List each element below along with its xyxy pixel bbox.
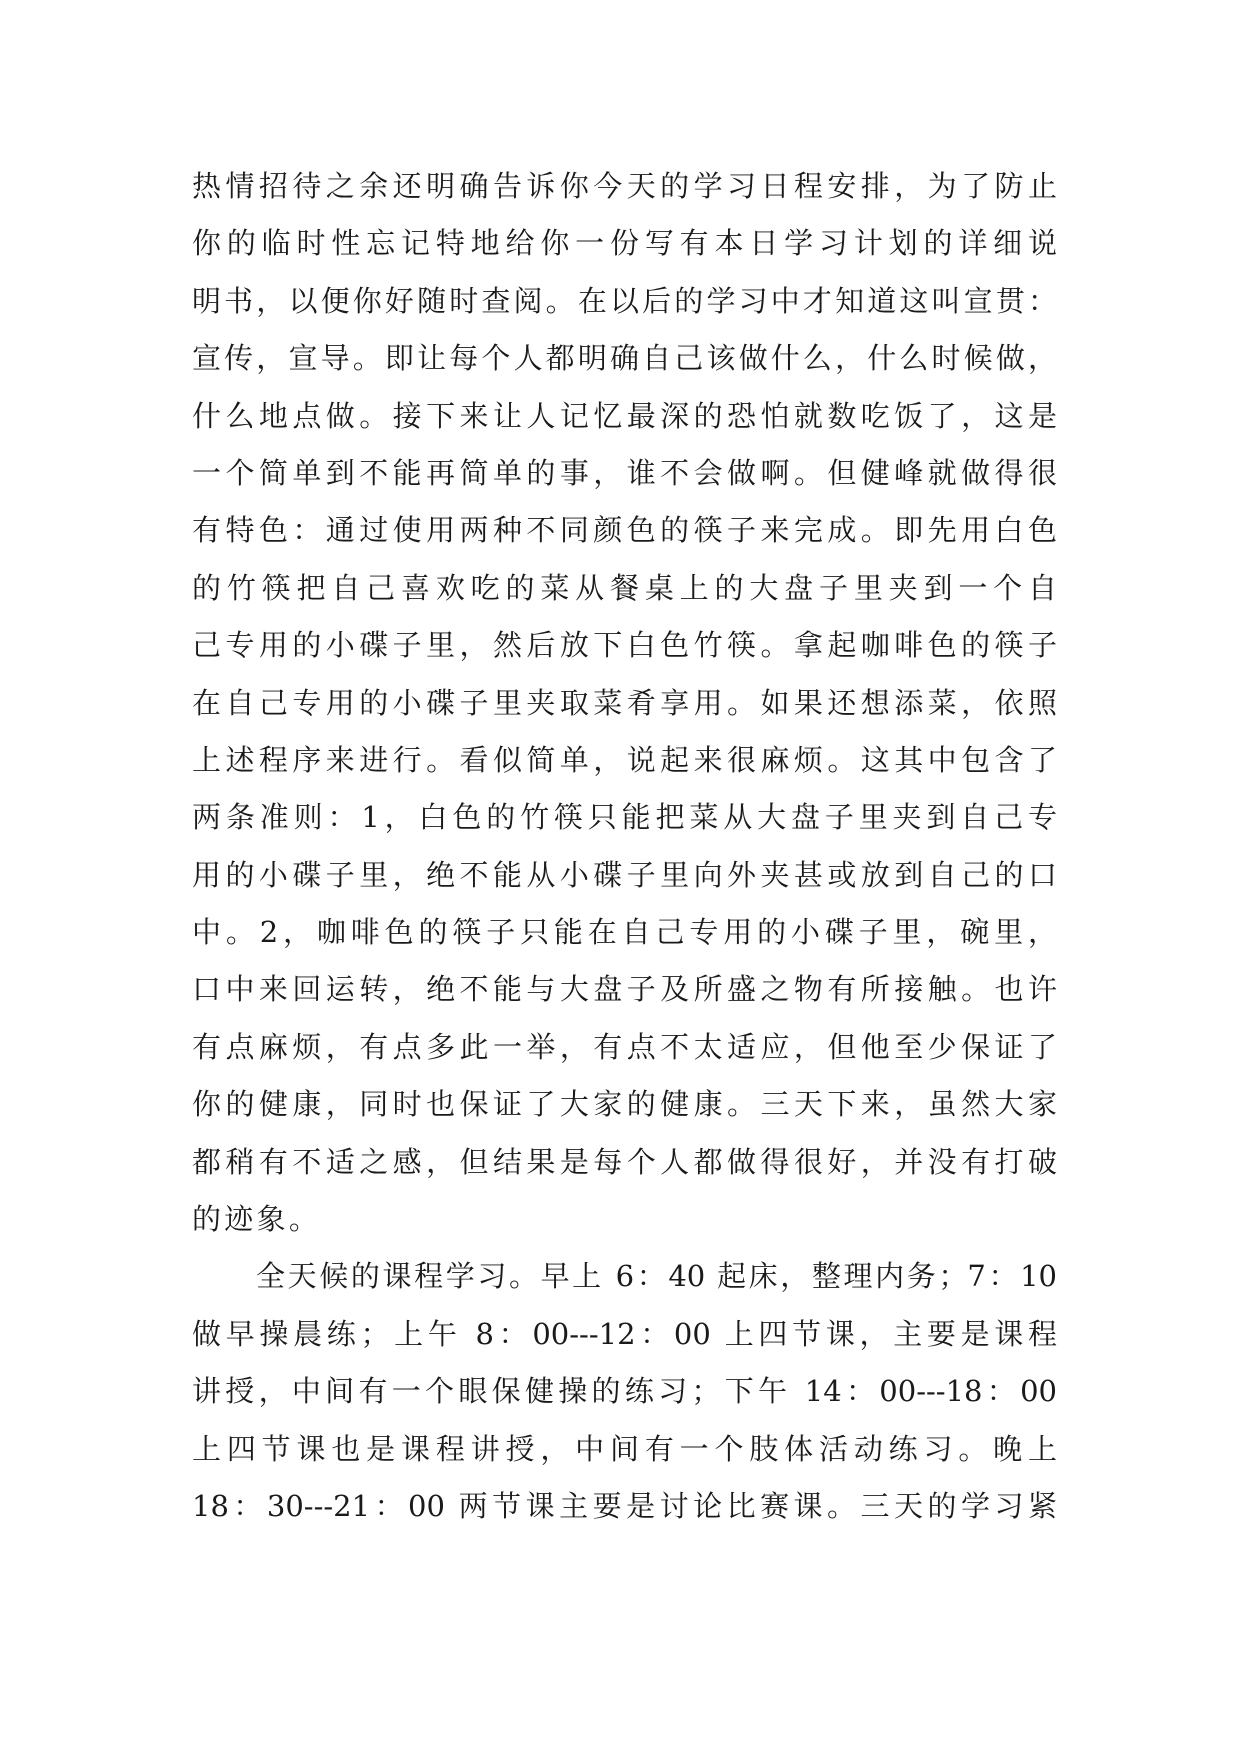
paragraph (192, 1248, 1057, 1535)
text-line: 有点麻烦，有点多此一举，有点不太适应，但他至少保证了 (192, 1029, 1057, 1064)
text-line: 的迹象。 (192, 1202, 322, 1237)
text-line: 有特色：通过使用两种不同颜色的筷子来完成。即先用白色 (192, 513, 1057, 548)
text-line: 中。2，咖啡色的筷子只能在自己专用的小碟子里，碗里， (192, 915, 1057, 950)
text-line: 口中来回运转，绝不能与大盘子及所盛之物有所接触。也许 (192, 972, 1057, 1007)
paragraph (192, 158, 1057, 1248)
text-line: 明书，以便你好随时查阅。在以后的学习中才知道这叫宣贯： (192, 283, 1057, 318)
text-line: 都稍有不适之感，但结果是每个人都做得很好，并没有打破 (192, 1144, 1057, 1179)
text-line: 在自己专用的小碟子里夹取菜肴享用。如果还想添菜，依照 (192, 685, 1057, 720)
text-line: 你的临时性忘记特地给你一份写有本日学习计划的详细说 (192, 226, 1057, 261)
text-line: 宣传，宣导。即让每个人都明确自己该做什么，什么时候做， (192, 341, 1057, 376)
text-line: 己专用的小碟子里，然后放下白色竹筷。拿起咖啡色的筷子 (192, 628, 1057, 663)
text-line: 18：30---21：00 两节课主要是讨论比赛课。三天的学习紧 (192, 1488, 1057, 1523)
document-body (192, 158, 1057, 1535)
text-line: 你的健康，同时也保证了大家的健康。三天下来，虽然大家 (192, 1087, 1057, 1122)
text-line: 的竹筷把自己喜欢吃的菜从餐桌上的大盘子里夹到一个自 (192, 570, 1057, 605)
text-line: 用的小碟子里，绝不能从小碟子里向外夹甚或放到自己的口 (192, 857, 1057, 892)
text-line: 讲授，中间有一个眼保健操的练习；下午 14：00---18：00 (192, 1374, 1057, 1409)
text-line: 热情招待之余还明确告诉你今天的学习日程安排，为了防止 (192, 169, 1057, 203)
text-line: 全天候的课程学习。早上 6：40 起床，整理内务；7：10 (256, 1259, 1057, 1294)
text-line: 什么地点做。接下来让人记忆最深的恐怕就数吃饭了，这是 (192, 398, 1057, 433)
text-line: 一个简单到不能再简单的事，谁不会做啊。但健峰就做得很 (192, 455, 1057, 490)
text-line: 上述程序来进行。看似简单，说起来很麻烦。这其中包含了 (192, 742, 1057, 777)
text-line: 做早操晨练；上午 8：00---12：00 上四节课，主要是课程 (192, 1316, 1057, 1351)
text-line: 两条准则：1，白色的竹筷只能把菜从大盘子里夹到自己专 (192, 800, 1057, 835)
text-line: 上四节课也是课程讲授，中间有一个肢体活动练习。晚上 (192, 1431, 1057, 1466)
